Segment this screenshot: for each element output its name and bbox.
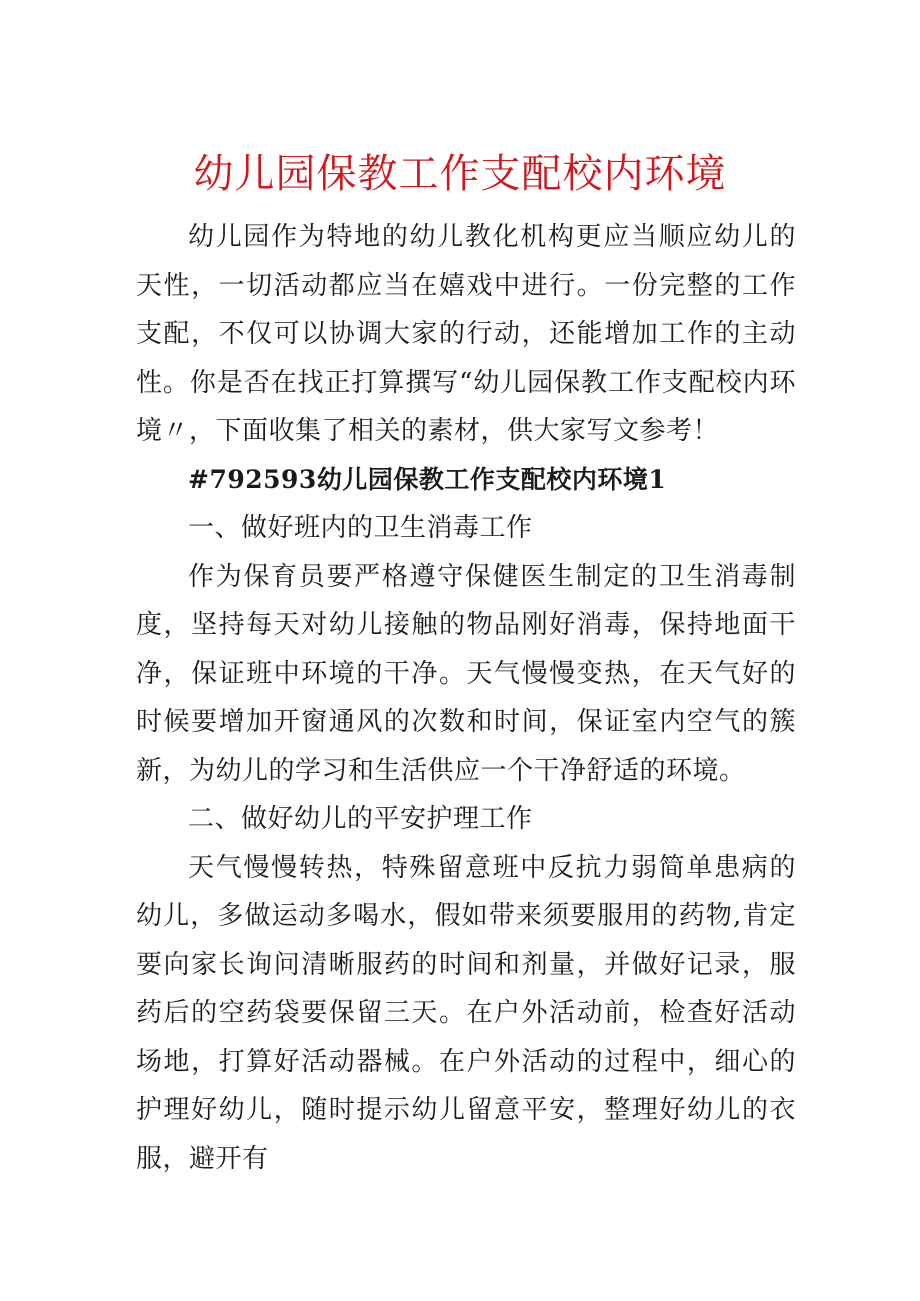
- section-paragraph: 天气慢慢转热，特殊留意班中反抗力弱简单患病的幼儿，多做运动多喝水，假如带来须要服用的药物,肯定要向家长询问清晰服药的时间和剂量，并做好记录，服药后的空药袋要保留三天。在户外活动前，检查好活动场地，打算好活动器械。在户外活动的过程中，细心的护理好幼儿，随时提示幼儿留意平安，整理好幼儿的衣服，避开有: [136, 852, 796, 1174]
- article-heading: #792593幼儿园保教工作支配校内环境1: [188, 464, 667, 494]
- document-body: [136, 213, 796, 1183]
- section-paragraph: 作为保育员要严格遵守保健医生制定的卫生消毒制度，坚持每天对幼儿接触的物品刚好消毒，保持地面干净，保证班中环境的干净。天气慢慢变热，在天气好的时候要增加开窗通风的次数和时间，保证室内空气的簇新，为幼儿的学习和生活供应一个干净舒适的环境。: [136, 561, 796, 786]
- intro-paragraph: 幼儿园作为特地的幼儿教化机构更应当顺应幼儿的天性，一切活动都应当在嬉戏中进行。一份完整的工作支配，不仅可以协调大家的行动，还能增加工作的主动性。你是否在找正打算撰写“幼儿园保教工作支配校内环境〃，下面收集了相关的素材，供大家写文参考！: [136, 222, 796, 446]
- section-heading: 二、做好幼儿的平安护理工作: [188, 804, 533, 834]
- section-heading: 一、做好班内的卫生消毒工作: [188, 513, 533, 543]
- document-title: 幼儿园保教工作支配校内环境: [193, 151, 727, 197]
